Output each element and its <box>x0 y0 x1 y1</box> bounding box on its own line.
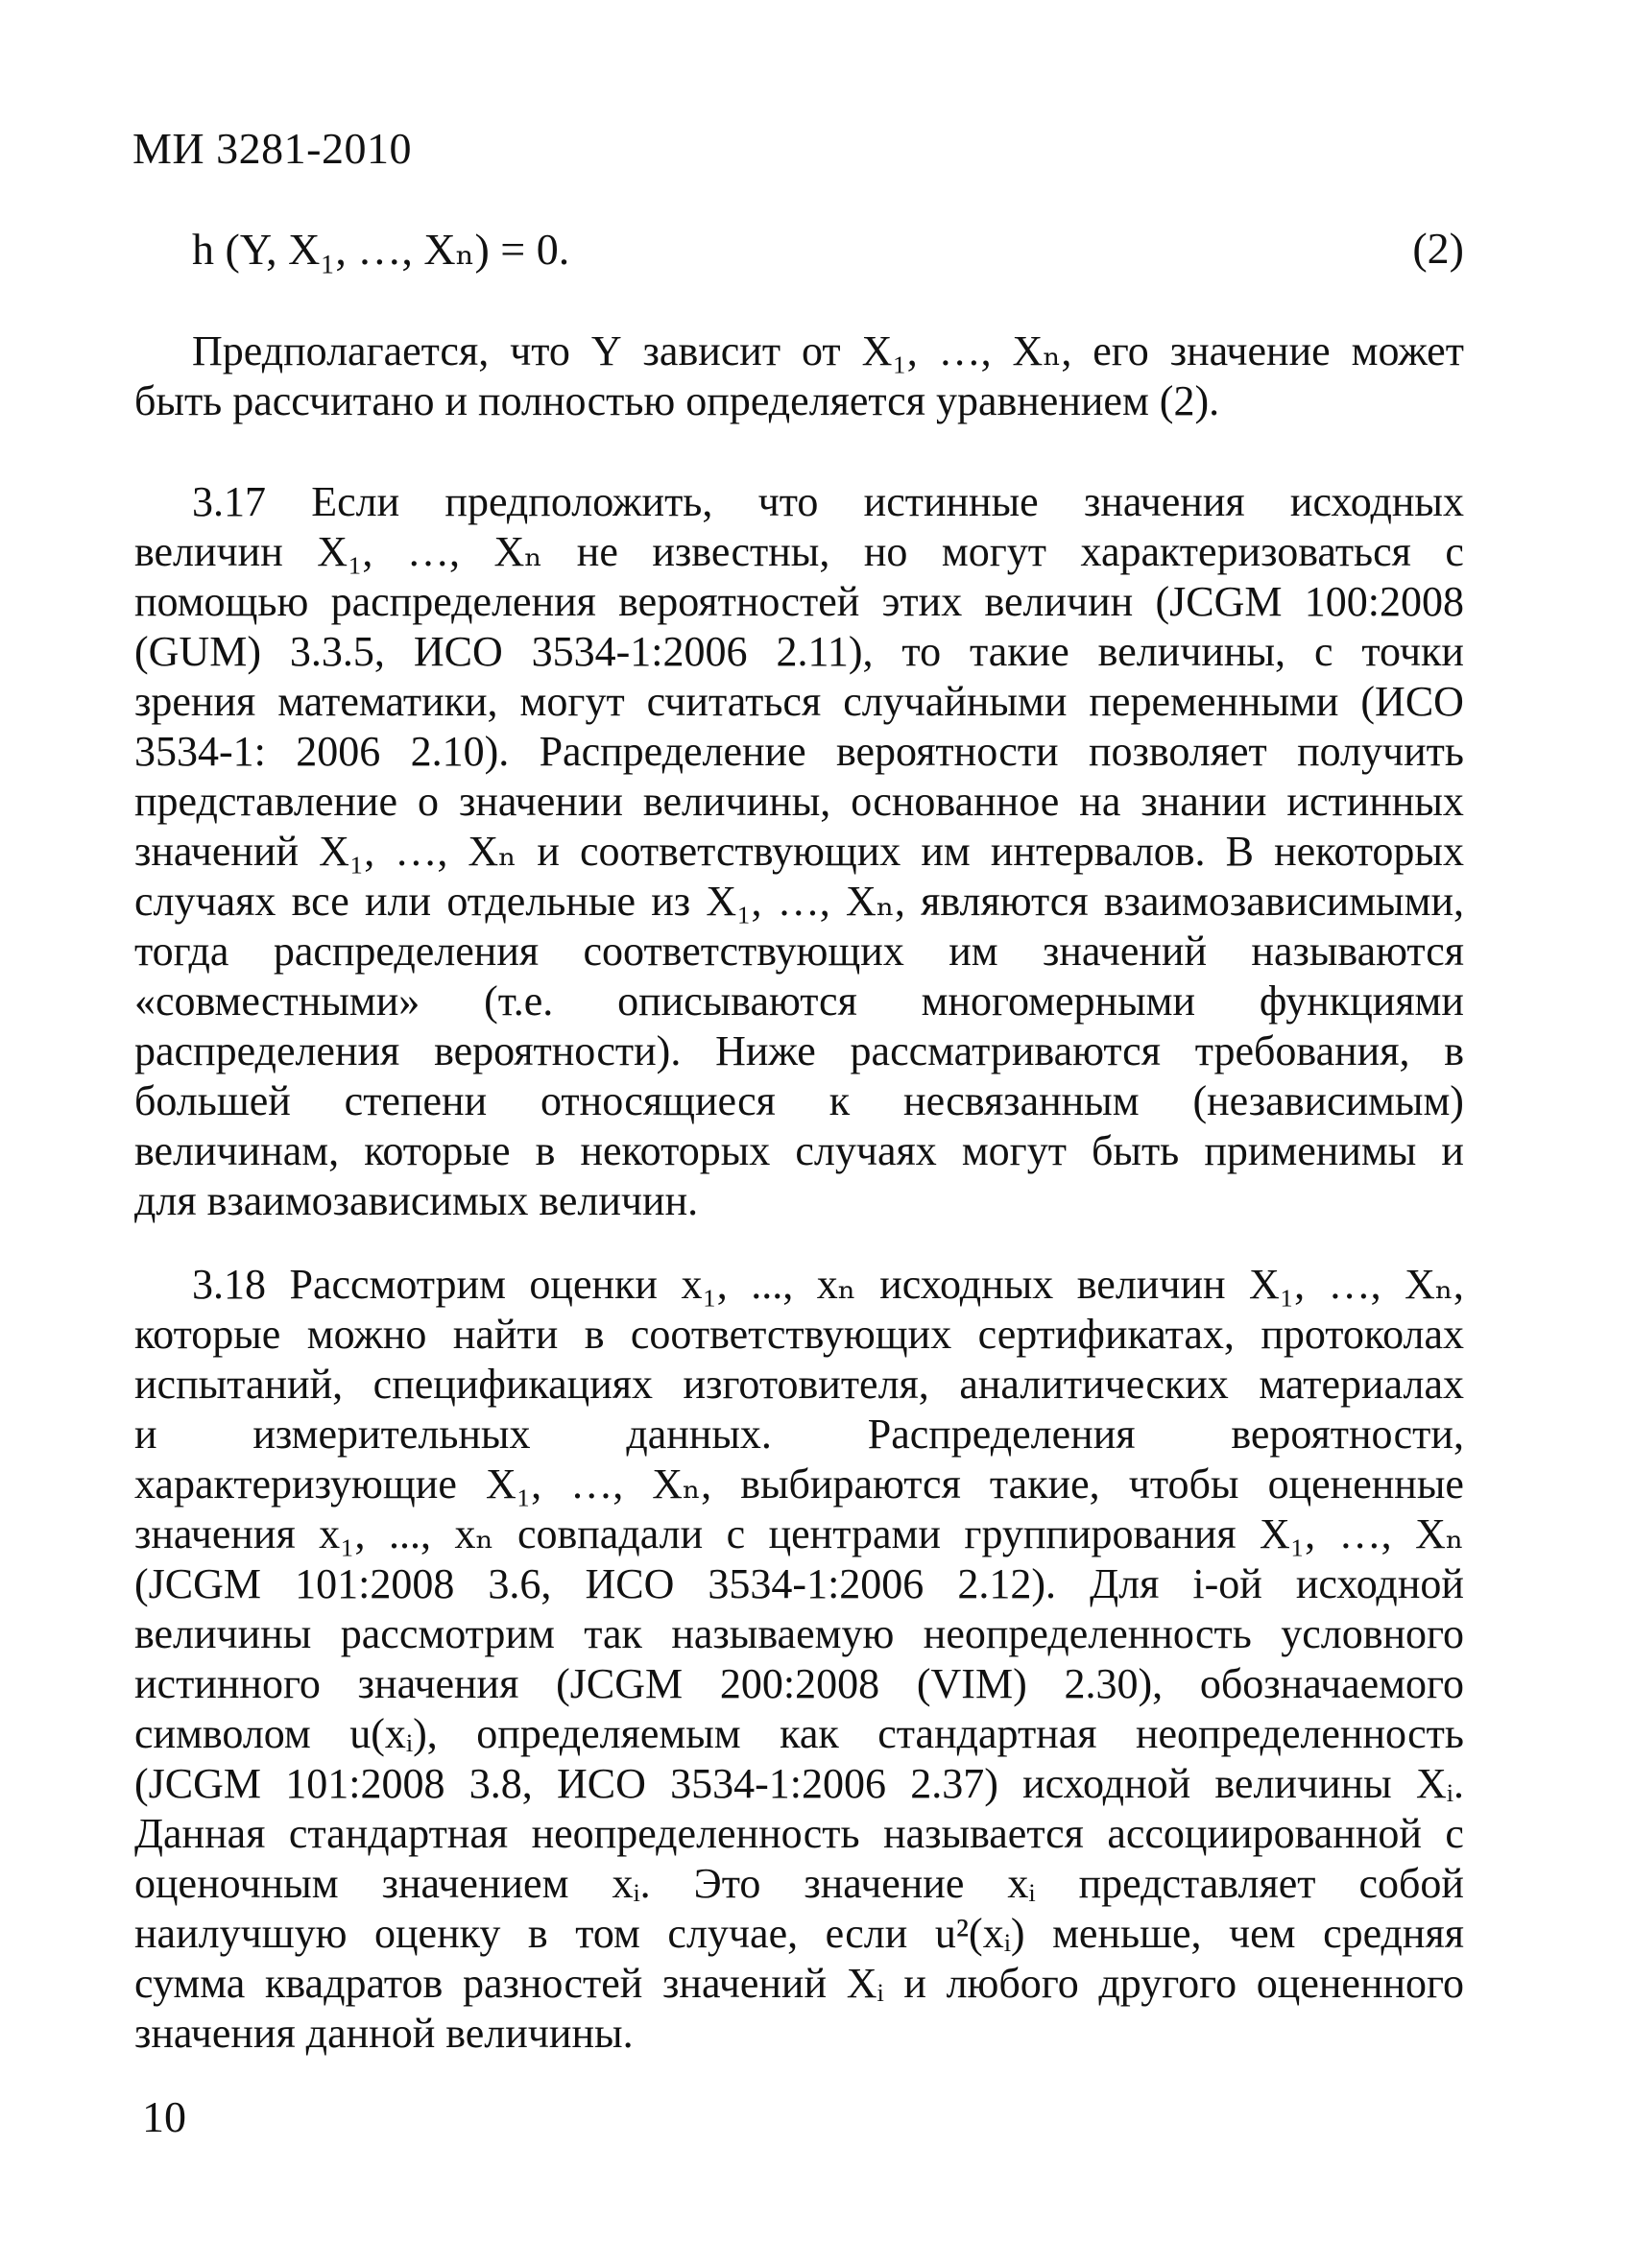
text-line: (GUM) 3.3.5, ИСО 3534-1:2006 2.11), то такие величины, с точки <box>134 628 1464 675</box>
document-id: МИ 3281-2010 <box>132 124 412 173</box>
text-line: помощью распределения вероятностей этих величин (JCGM 100:2008 <box>134 578 1464 625</box>
text-line: тогда распределения соответствующих им значений называются <box>134 928 1464 975</box>
text-line: оценочным значением xᵢ. Это значение xᵢ представляет собой <box>134 1860 1464 1907</box>
paragraph-assumption <box>134 326 1464 426</box>
text-line: величин X₁, …, Xₙ не известны, но могут характеризоваться с <box>134 528 1464 575</box>
equation-expression: h (Y, X₁, …, Xₙ) = 0. <box>192 225 570 274</box>
page-number: 10 <box>142 2092 186 2141</box>
text-line: и измерительных данных. Распределения вероятности, <box>134 1411 1464 1458</box>
paragraph-3-17 <box>134 477 1464 1226</box>
text-line: 3.17 Если предположить, что истинные значения исходных <box>192 478 1464 525</box>
text-line: 3.18 Рассмотрим оценки x₁, ..., xₙ исходных величин X₁, …, Xₙ, <box>192 1261 1464 1308</box>
text-line: быть рассчитано и полностью определяется уравнением (2). <box>134 377 1220 424</box>
text-line: наилучшую оценку в том случае, если u²(xᵢ) меньше, чем средняя <box>134 1910 1464 1957</box>
text-line: Данная стандартная неопределенность называется ассоциированной с <box>134 1810 1464 1857</box>
text-line: символом u(xᵢ), определяемым как стандартная неопределенность <box>134 1710 1464 1757</box>
text-line: «совместными» (т.е. описываются многомерными функциями <box>134 977 1464 1025</box>
text-line: большей степени относящиеся к несвязанным (независимым) <box>134 1077 1464 1124</box>
text-line: значений X₁, …, Xₙ и соответствующих им интервалов. В некоторых <box>134 828 1464 875</box>
text-line: истинного значения (JCGM 200:2008 (VIM) 2.30), обозначаемого <box>134 1660 1464 1707</box>
text-line: представление о значении величины, основанное на знании истинных <box>134 778 1464 825</box>
text-line: значения данной величины. <box>134 2010 634 2057</box>
text-line: 3534-1: 2006 2.10). Распределение вероятности позволяет получить <box>134 728 1464 775</box>
text-line: которые можно найти в соответствующих сертификатах, протоколах <box>134 1311 1464 1358</box>
text-line: зрения математики, могут считаться случайными переменными (ИСО <box>134 678 1464 725</box>
text-line: значения x₁, ..., xₙ совпадали с центрами группирования X₁, …, Xₙ <box>134 1510 1464 1557</box>
text-line: распределения вероятности). Ниже рассматриваются требования, в <box>134 1027 1464 1074</box>
text-line: для взаимозависимых величин. <box>134 1177 699 1224</box>
text-line: (JCGM 101:2008 3.8, ИСО 3534-1:2006 2.37) исходной величины Xᵢ. <box>134 1760 1464 1807</box>
text-line: Предполагается, что Y зависит от X₁, …, Xₙ, его значение может <box>192 327 1464 374</box>
text-line: величинам, которые в некоторых случаях могут быть применимы и <box>134 1127 1464 1174</box>
text-line: испытаний, спецификациях изготовителя, аналитических материалах <box>134 1361 1464 1408</box>
text-line: характеризующие X₁, …, Xₙ, выбираются такие, чтобы оцененные <box>134 1460 1464 1508</box>
text-line: случаях все или отдельные из X₁, …, Xₙ, являются взаимозависимыми, <box>134 878 1464 925</box>
paragraph-3-18 <box>134 1260 1464 2059</box>
equation-number: (2) <box>1412 224 1464 273</box>
equation-2 <box>192 223 1464 275</box>
text-line: (JCGM 101:2008 3.6, ИСО 3534-1:2006 2.12). Для i-ой исходной <box>134 1560 1464 1607</box>
text-line: сумма квадратов разностей значений Xᵢ и любого другого оцененного <box>134 1960 1464 2007</box>
text-line: величины рассмотрим так называемую неопределенность условного <box>134 1610 1464 1657</box>
